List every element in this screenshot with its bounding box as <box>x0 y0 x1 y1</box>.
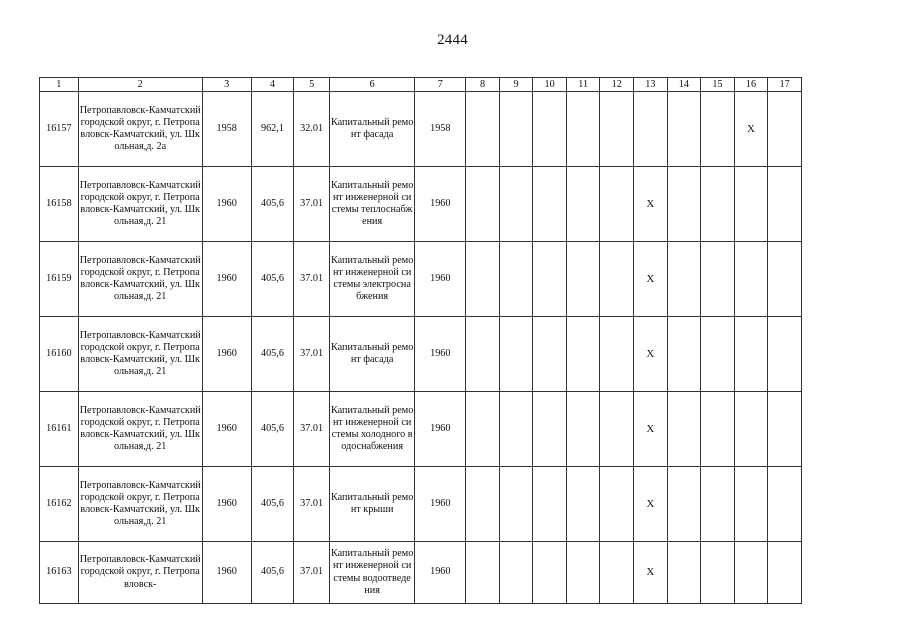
column-17-cell <box>768 467 802 542</box>
column-12-cell <box>600 317 634 392</box>
year-built-cell: 1960 <box>202 167 251 242</box>
year-cell: 1958 <box>415 92 466 167</box>
column-10-cell <box>533 167 567 242</box>
column-17-cell <box>768 167 802 242</box>
table-row <box>40 467 802 542</box>
row-id: 16158 <box>40 167 79 242</box>
area-cell: 962,1 <box>251 92 294 167</box>
column-15-cell <box>701 392 735 467</box>
area-cell: 405,6 <box>251 467 294 542</box>
year-cell: 1960 <box>415 317 466 392</box>
column-11-cell <box>566 242 600 317</box>
table-row <box>40 542 802 604</box>
row-id: 16160 <box>40 317 79 392</box>
column-14-cell <box>667 317 701 392</box>
column-15-cell <box>701 167 735 242</box>
code-cell: 37.01 <box>294 467 330 542</box>
column-16-cell <box>734 167 768 242</box>
table-row <box>40 392 802 467</box>
work-type-cell: Капитальный ремонт крыши <box>329 467 414 542</box>
work-type-cell: Капитальный ремонт инженерной системы теплоснабжения <box>329 167 414 242</box>
column-header: 4 <box>251 78 294 92</box>
column-17-cell <box>768 242 802 317</box>
column-11-cell <box>566 167 600 242</box>
page-number: 2444 <box>437 32 468 48</box>
column-header: 7 <box>415 78 466 92</box>
column-header: 15 <box>701 78 735 92</box>
column-11-cell <box>566 392 600 467</box>
column-16-cell <box>734 542 768 604</box>
column-17-cell <box>768 92 802 167</box>
column-15-cell <box>701 542 735 604</box>
year-built-cell: 1960 <box>202 242 251 317</box>
column-10-cell <box>533 317 567 392</box>
work-type-cell: Капитальный ремонт фасада <box>329 92 414 167</box>
year-built-cell: 1960 <box>202 542 251 604</box>
column-16-cell <box>734 317 768 392</box>
work-type-cell: Капитальный ремонт фасада <box>329 317 414 392</box>
column-8-cell <box>466 242 500 317</box>
area-cell: 405,6 <box>251 392 294 467</box>
column-header: 3 <box>202 78 251 92</box>
column-15-cell <box>701 92 735 167</box>
column-14-cell <box>667 467 701 542</box>
column-12-cell <box>600 392 634 467</box>
column-header: 14 <box>667 78 701 92</box>
column-8-cell <box>466 317 500 392</box>
column-16-cell <box>734 242 768 317</box>
column-8-cell <box>466 542 500 604</box>
code-cell: 37.01 <box>294 167 330 242</box>
area-cell: 405,6 <box>251 242 294 317</box>
column-8-cell <box>466 167 500 242</box>
column-9-cell <box>499 92 533 167</box>
column-15-cell <box>701 467 735 542</box>
row-id: 16161 <box>40 392 79 467</box>
column-10-cell <box>533 467 567 542</box>
address-cell: Петропавловск-Камчатский городской округ, г. Петропавловск-Камчатский, ул. Школьная,д. 2а <box>78 92 202 167</box>
column-16-cell <box>734 392 768 467</box>
column-11-cell <box>566 92 600 167</box>
column-17-cell <box>768 317 802 392</box>
table-body <box>40 92 802 604</box>
table-row <box>40 92 802 167</box>
column-9-cell <box>499 317 533 392</box>
column-16-cell: X <box>734 92 768 167</box>
column-15-cell <box>701 317 735 392</box>
column-12-cell <box>600 167 634 242</box>
column-10-cell <box>533 92 567 167</box>
registry-table <box>39 77 802 604</box>
work-type-cell: Капитальный ремонт инженерной системы холодного водоснабжения <box>329 392 414 467</box>
work-type-cell: Капитальный ремонт инженерной системы электроснабжения <box>329 242 414 317</box>
table-header <box>40 78 802 92</box>
year-built-cell: 1960 <box>202 392 251 467</box>
code-cell: 37.01 <box>294 542 330 604</box>
column-9-cell <box>499 542 533 604</box>
column-header: 16 <box>734 78 768 92</box>
column-13-cell: X <box>634 242 668 317</box>
column-9-cell <box>499 167 533 242</box>
address-cell: Петропавловск-Камчатский городской округ, г. Петропавловск-Камчатский, ул. Школьная,д. 21 <box>78 167 202 242</box>
column-10-cell <box>533 392 567 467</box>
column-14-cell <box>667 92 701 167</box>
year-cell: 1960 <box>415 467 466 542</box>
table-row <box>40 167 802 242</box>
area-cell: 405,6 <box>251 542 294 604</box>
column-header: 9 <box>499 78 533 92</box>
column-12-cell <box>600 92 634 167</box>
header-row <box>40 78 802 92</box>
column-14-cell <box>667 542 701 604</box>
column-8-cell <box>466 92 500 167</box>
column-8-cell <box>466 392 500 467</box>
column-8-cell <box>466 467 500 542</box>
column-header: 17 <box>768 78 802 92</box>
code-cell: 37.01 <box>294 392 330 467</box>
code-cell: 37.01 <box>294 317 330 392</box>
column-17-cell <box>768 542 802 604</box>
column-16-cell <box>734 467 768 542</box>
column-header: 10 <box>533 78 567 92</box>
year-cell: 1960 <box>415 542 466 604</box>
column-9-cell <box>499 242 533 317</box>
table-row <box>40 317 802 392</box>
work-type-cell: Капитальный ремонт инженерной системы водоотведения <box>329 542 414 604</box>
column-header: 13 <box>634 78 668 92</box>
column-header: 8 <box>466 78 500 92</box>
table-row <box>40 242 802 317</box>
address-cell: Петропавловск-Камчатский городской округ, г. Петропавловск- <box>78 542 202 604</box>
column-header: 5 <box>294 78 330 92</box>
row-id: 16162 <box>40 467 79 542</box>
column-12-cell <box>600 242 634 317</box>
year-built-cell: 1960 <box>202 317 251 392</box>
column-header: 12 <box>600 78 634 92</box>
column-header: 1 <box>40 78 79 92</box>
column-13-cell: X <box>634 467 668 542</box>
column-10-cell <box>533 542 567 604</box>
column-14-cell <box>667 392 701 467</box>
area-cell: 405,6 <box>251 167 294 242</box>
column-9-cell <box>499 392 533 467</box>
code-cell: 37.01 <box>294 242 330 317</box>
address-cell: Петропавловск-Камчатский городской округ, г. Петропавловск-Камчатский, ул. Школьная,д. 21 <box>78 242 202 317</box>
column-header: 2 <box>78 78 202 92</box>
address-cell: Петропавловск-Камчатский городской округ, г. Петропавловск-Камчатский, ул. Школьная,д. 21 <box>78 392 202 467</box>
column-15-cell <box>701 242 735 317</box>
column-13-cell <box>634 92 668 167</box>
column-13-cell: X <box>634 167 668 242</box>
column-10-cell <box>533 242 567 317</box>
column-13-cell: X <box>634 542 668 604</box>
code-cell: 32.01 <box>294 92 330 167</box>
column-header: 11 <box>566 78 600 92</box>
column-12-cell <box>600 467 634 542</box>
year-cell: 1960 <box>415 167 466 242</box>
column-14-cell <box>667 167 701 242</box>
row-id: 16159 <box>40 242 79 317</box>
row-id: 16163 <box>40 542 79 604</box>
column-11-cell <box>566 542 600 604</box>
column-header: 6 <box>329 78 414 92</box>
row-id: 16157 <box>40 92 79 167</box>
column-11-cell <box>566 317 600 392</box>
year-built-cell: 1960 <box>202 467 251 542</box>
column-12-cell <box>600 542 634 604</box>
year-cell: 1960 <box>415 392 466 467</box>
address-cell: Петропавловск-Камчатский городской округ, г. Петропавловск-Камчатский, ул. Школьная,д. 21 <box>78 467 202 542</box>
column-13-cell: X <box>634 317 668 392</box>
column-11-cell <box>566 467 600 542</box>
year-cell: 1960 <box>415 242 466 317</box>
column-9-cell <box>499 467 533 542</box>
area-cell: 405,6 <box>251 317 294 392</box>
column-17-cell <box>768 392 802 467</box>
address-cell: Петропавловск-Камчатский городской округ, г. Петропавловск-Камчатский, ул. Школьная,д. 21 <box>78 317 202 392</box>
column-14-cell <box>667 242 701 317</box>
year-built-cell: 1958 <box>202 92 251 167</box>
column-13-cell: X <box>634 392 668 467</box>
